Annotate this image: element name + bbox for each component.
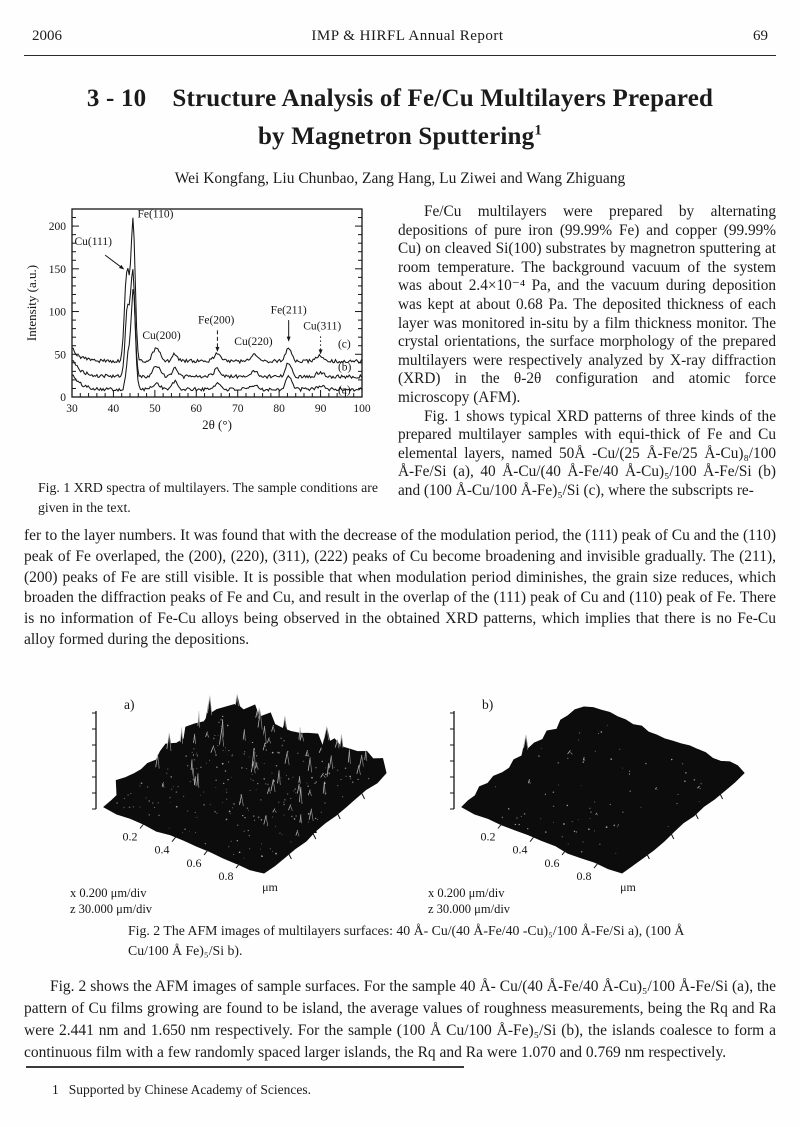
peak-label: Fe(200)	[197, 314, 235, 327]
afm-axis-unit: μm	[620, 879, 636, 894]
x-tick-label: 30	[66, 403, 78, 415]
peak-label: (c)	[337, 338, 351, 351]
peak-label: (a)	[337, 384, 351, 397]
x-tick-label: 40	[107, 403, 120, 415]
paragraph-discussion: fer to the layer numbers. It was found that with the decrease of the modulation period, the (111) peak of Cu and the (110) peak of Fe overlaped, the (200), (220), (311), (222) peaks of Cu become broadening and invisible gradually. The (211), (200) peaks of Fe are still visible. It is possible that when modulation period diminishes, the grain size reduces, which broaden the diffraction peaks of Fe and Cu, and result in the overlap of the (111) peak of Cu and (110) peak of Fe. There is no information of Fe-Cu alloys being observed in the obtained XRD patterns, which implies that there is no Fe-Cu alloy formed during the depositions.	[24, 527, 776, 648]
x-tick-label: 80	[273, 403, 285, 415]
afm-x-tick-label: 0.6	[186, 855, 202, 870]
peak-label: Cu(220)	[234, 335, 273, 348]
afm-surface-image-a	[58, 661, 410, 917]
authors-line: Wei Kongfang, Liu Chunbao, Zang Hang, Lu Ziwei and Wang Zhiguang	[174, 170, 626, 187]
xrd-curve-c	[72, 218, 362, 363]
afm-x-tick-label: 0.8	[218, 868, 234, 883]
afm-z-scale-label: z 30.000 μm/div	[428, 901, 511, 916]
y-axis-label: Intensity (a.u.)	[24, 264, 39, 342]
y-tick-label: 0	[60, 392, 66, 404]
peak-label: (b)	[337, 361, 352, 374]
afm-x-tick-label: 0.8	[576, 868, 592, 883]
peak-label: Fe(110)	[137, 208, 174, 221]
x-tick-label: 70	[231, 403, 244, 415]
paragraph-intro: Fe/Cu multilayers were prepared by alternating depositions of pure iron (99.99% Fe) and copper (99.99% Cu) on cleaved Si(100) substrates by magnetron sputtering at room temperature. The background vacuum of the system was about 2.4×10⁻⁴ Pa, and the vacuum during deposition was kept at about 0.68 Pa. The deposited thickness of each layer was monitored in-situ by a film thickness monitor. The crystal orientations, the surface morphology of the prepared multilayers were respectively analyzed by X-ray diffraction (XRD) in the θ-2θ configuration and atomic force microscopy (AFM).	[398, 203, 776, 406]
title-footnote-mark: 1	[534, 122, 543, 139]
y-tick-label: 100	[48, 306, 66, 319]
afm-panel-label: a)	[124, 696, 135, 712]
afm-x-tick-label: 0.4	[154, 842, 170, 857]
header-page-number: 69	[752, 28, 768, 44]
figure-1-caption: Fig. 1 XRD spectra of multilayers. The sample conditions are given in the text.	[38, 480, 378, 515]
header-year: 2006	[32, 28, 62, 44]
afm-axis-unit: μm	[262, 879, 278, 894]
footnote-rule	[26, 1066, 464, 1068]
afm-x-tick-label: 0.4	[512, 842, 528, 857]
section-number: 3 - 10	[86, 85, 147, 112]
peak-label: Cu(311)	[303, 320, 342, 333]
peak-label: Fe(211)	[270, 304, 307, 317]
afm-surface-image-b	[416, 661, 768, 917]
article-title	[34, 80, 766, 155]
afm-z-scale-label: z 30.000 μm/div	[70, 901, 153, 916]
x-tick-label: 60	[190, 403, 203, 415]
afm-panel-label: b)	[482, 696, 494, 712]
footnote-text	[26, 1082, 766, 1098]
figure-2	[58, 661, 776, 917]
afm-x-scale-label: x 0.200 μm/div	[70, 885, 147, 900]
running-header	[24, 24, 776, 56]
y-tick-label: 200	[48, 221, 66, 234]
footnote-mark: 1	[52, 1082, 59, 1097]
title-line2: by Magnetron Sputtering	[257, 122, 535, 150]
x-tick-label: 90	[314, 403, 327, 415]
x-tick-label: 50	[149, 403, 161, 415]
title-line1: Structure Analysis of Fe/Cu Multilayers Prepared	[172, 85, 714, 112]
footnote-area	[26, 1066, 766, 1098]
paragraph-fig1: Fig. 1 shows typical XRD patterns of three kinds of the prepared multilayer samples with equi-thick of Fe and Cu elemental layers, named 50Å -Cu/(25 Å-Fe/25 Å-Cu)₈/100 Å-Fe/Si (a), 40 Å-Cu/(40 Å-Fe/40 Å-Cu)₅/100 Å-Fe/Si (b) and (100 Å-Cu/100 Å-Fe)₅/Si (c), where the subscripts re-	[398, 407, 776, 499]
y-tick-label: 50	[54, 349, 66, 362]
x-tick-label: 100	[353, 403, 371, 415]
footnote-body: Supported by Chinese Academy of Sciences.	[68, 1082, 311, 1097]
right-column-text	[398, 203, 776, 518]
afm-x-tick-label: 0.2	[122, 829, 138, 844]
header-journal-title: IMP & HIRFL Annual Report	[311, 28, 504, 44]
xrd-spectra-chart	[24, 203, 384, 439]
plot-border	[72, 209, 362, 397]
paragraph-fig2: Fig. 2 shows the AFM images of sample surfaces. For the sample 40 Å- Cu/(40 Å-Fe/40 Å-Cu)₅/100 Å-Fe/Si (a), the pattern of Cu films growing are found to be island, the average values of roughness measurements, being the Rq and Ra were 2.441 nm and 1.650 nm respectively. For the sample (100 Å Cu/100 Å-Fe)₅/Si (b), the islands coalesce to form a continuous film with a few randomly spaced larger islands, the Rq and Ra were 1.070 and 0.769 nm respectively.	[24, 978, 776, 1061]
peak-label: Cu(200)	[142, 329, 181, 342]
figure-2-caption: Fig. 2 The AFM images of multilayers surfaces: 40 Å- Cu/(40 Å-Fe/40 -Cu)₅/100 Å-Fe/Si a), (100 Å Cu/100 Å Fe)₅/Si b).	[128, 922, 685, 959]
y-tick-label: 150	[48, 263, 66, 276]
afm-x-tick-label: 0.2	[480, 829, 496, 844]
afm-x-scale-label: x 0.200 μm/div	[428, 885, 505, 900]
xrd-curves	[72, 218, 362, 391]
figure-1	[24, 203, 384, 518]
peak-label: Cu(111)	[74, 235, 112, 248]
peak-pointer	[105, 255, 123, 269]
afm-x-tick-label: 0.6	[544, 855, 560, 870]
x-axis-label: 2θ (°)	[202, 417, 232, 432]
two-column-section	[24, 203, 776, 518]
afm-surface-mass	[104, 704, 386, 873]
